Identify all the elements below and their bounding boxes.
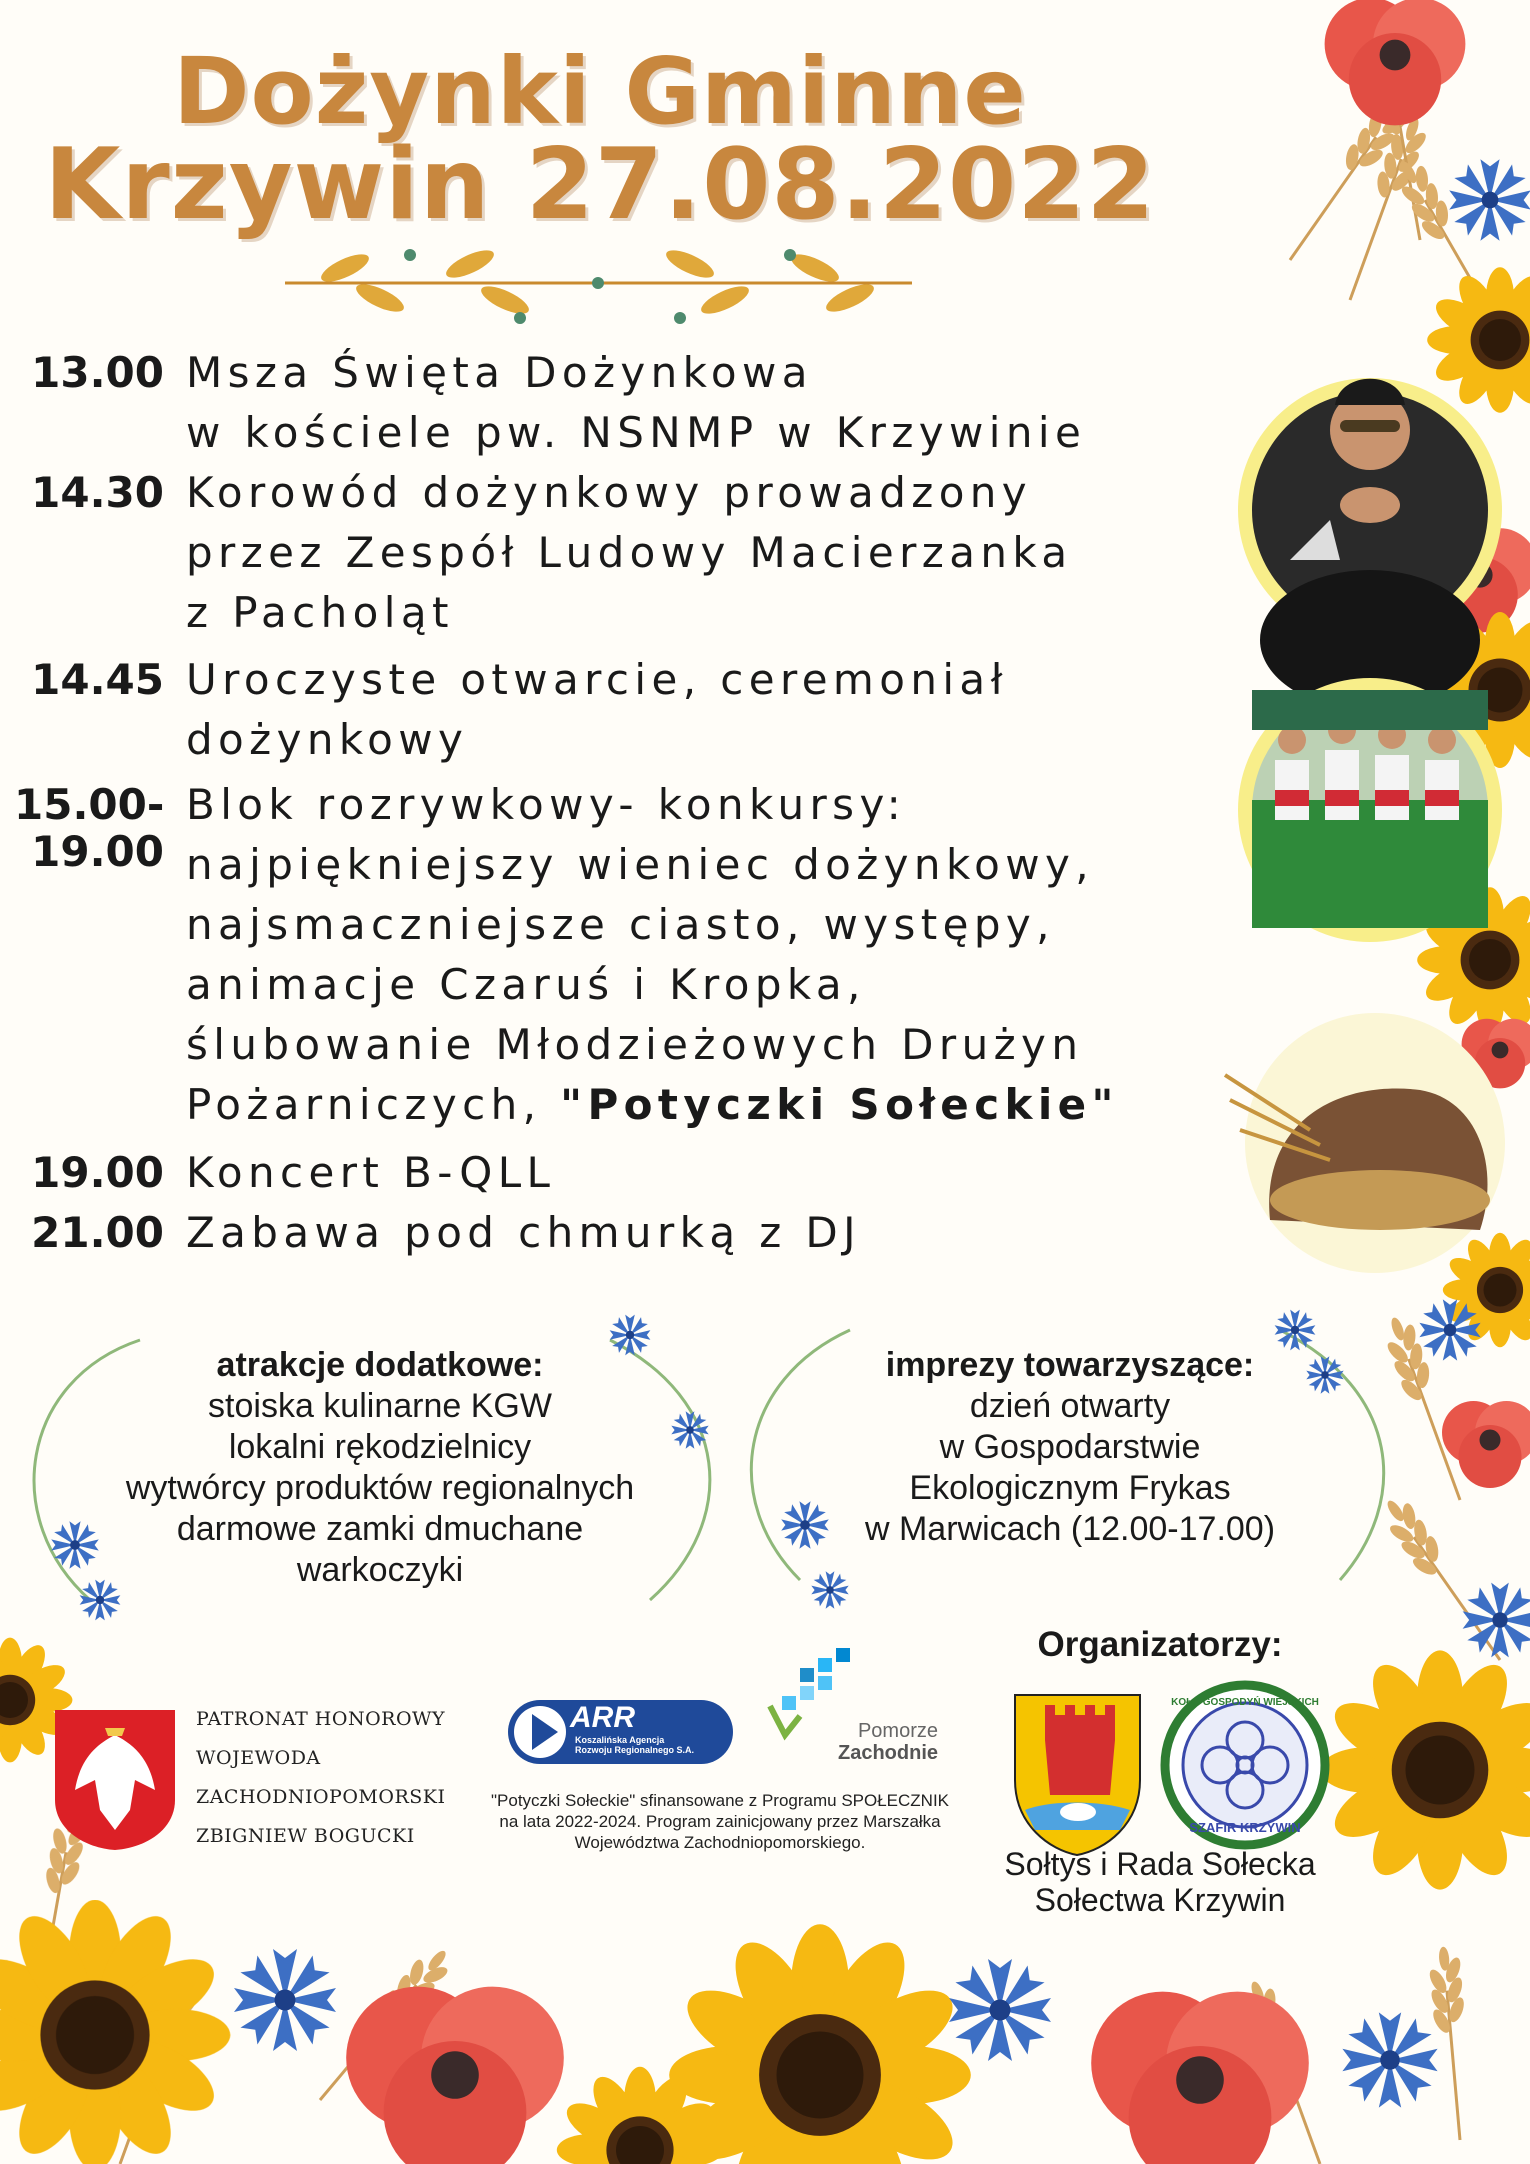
patronage-line: ZBIGNIEW BOGUCKI [196,1825,415,1847]
schedule-item-row [186,1075,1119,1135]
schedule-time: 15.00- [14,780,165,829]
attraction-item: darmowe zamki dmuchane [176,1510,584,1548]
schedule-item: Korowód dożynkowy prowadzony [186,468,1033,517]
schedule-time-end: 19.00 [31,827,164,876]
attraction-item: lokalni rękodzielnicy [228,1428,532,1466]
schedule-item: z Pacholąt [186,588,454,637]
pomorze-logo-line: Zachodnie [837,1742,938,1764]
schedule-item: Zabawa pod chmurką z DJ [186,1208,861,1257]
pomorze-logo-line: Pomorze [857,1720,938,1742]
page-subtitle-date: Krzywin 27.08.2022 [44,128,1156,242]
schedule-item: Uroczyste otwarcie, ceremoniał [186,655,1008,704]
schedule-item: Koncert B-QLL [186,1148,556,1197]
attraction-item: warkoczyki [296,1551,464,1589]
side-event-line: Ekologicznym Frykas [909,1469,1231,1507]
schedule-item: najpiękniejszy wieniec dożynkowy, [186,840,1095,889]
funding-note: "Potyczki Sołeckie" sfinansowane z Programu SPOŁECZNIK na lata 2022-2024. Program zainicjowany przez Marszałka Województwa Zachodniopomorskiego. [490,1791,950,1852]
attraction-item: wytwórcy produktów regionalnych [125,1469,635,1507]
organizers-heading: Organizatorzy: [1037,1625,1283,1664]
organizers-line: Sołtys i Rada Sołecka [1004,1846,1316,1882]
title-ornament [285,245,912,324]
side-event-line: w Marwicach (12.00-17.00) [864,1510,1276,1548]
folk-group-photo [1238,678,1502,942]
schedule-time: 19.00 [31,1148,164,1197]
attractions-block [40,1345,720,1591]
schedule-item: animacje Czaruś i Kropka, [186,960,866,1009]
schedule-item: najsmaczniejsze ciasto, występy, [186,900,1055,949]
artist-photo [1238,378,1502,710]
page-title: Dożynki Gminne [173,38,1027,145]
pomorze-logo-text [818,1720,938,1764]
patronage-line: WOJEWODA [196,1747,321,1769]
schedule-highlight: "Potyczki Sołeckie" [560,1080,1119,1129]
schedule-item: przez Zespół Ludowy Macierzanka [186,528,1073,577]
krzywin-coat-of-arms [1015,1695,1140,1855]
arr-logo-subtitle [575,1735,694,1755]
honorary-patronage [196,1700,445,1856]
schedule-time: 13.00 [31,348,164,397]
patronage-line: PATRONAT HONOROWY [196,1708,446,1730]
arr-logo-subtitle-line: Koszalińska Agencja [575,1735,665,1745]
schedule-item: Msza Święta Dożynkowa [186,348,813,397]
schedule-time: 14.45 [31,655,164,704]
schedule-item: dożynkowy [186,715,469,764]
grain-sack-photo [1225,1013,1505,1273]
side-event-line: w Gospodarstwie [939,1428,1201,1466]
arr-logo-subtitle-line: Rozwoju Regionalnego S.A. [575,1745,694,1755]
side-events-heading: imprezy towarzyszące: [885,1346,1255,1384]
organizers-line: Sołectwa Krzywin [1034,1882,1286,1918]
kgw-badge-bottom-text: SZAFIR KRZYWIN [1189,1820,1301,1835]
kgw-badge-top-text: KOŁO GOSPODYŃ WIEJSKICH [1171,1697,1319,1708]
side-events-block [790,1345,1350,1550]
schedule-time: 21.00 [31,1208,164,1257]
schedule-item: ślubowanie Młodzieżowych Drużyn [186,1020,1084,1069]
patronage-line: ZACHODNIOPOMORSKI [196,1786,446,1808]
schedule-time: 14.30 [31,468,164,517]
schedule-item: w kościele pw. NSNMP w Krzywinie [186,408,1087,457]
polish-eagle-emblem [55,1710,175,1850]
schedule-item: Blok rozrywkowy- konkursy: [186,780,907,829]
attractions-heading: atrakcje dodatkowe: [216,1346,544,1384]
arr-logo-text: ARR [570,1701,635,1734]
schedule-item: Pożarniczych, [186,1080,542,1129]
organizers-name [955,1846,1365,1918]
attraction-item: stoiska kulinarne KGW [208,1387,552,1425]
side-event-line: dzień otwarty [969,1387,1171,1425]
